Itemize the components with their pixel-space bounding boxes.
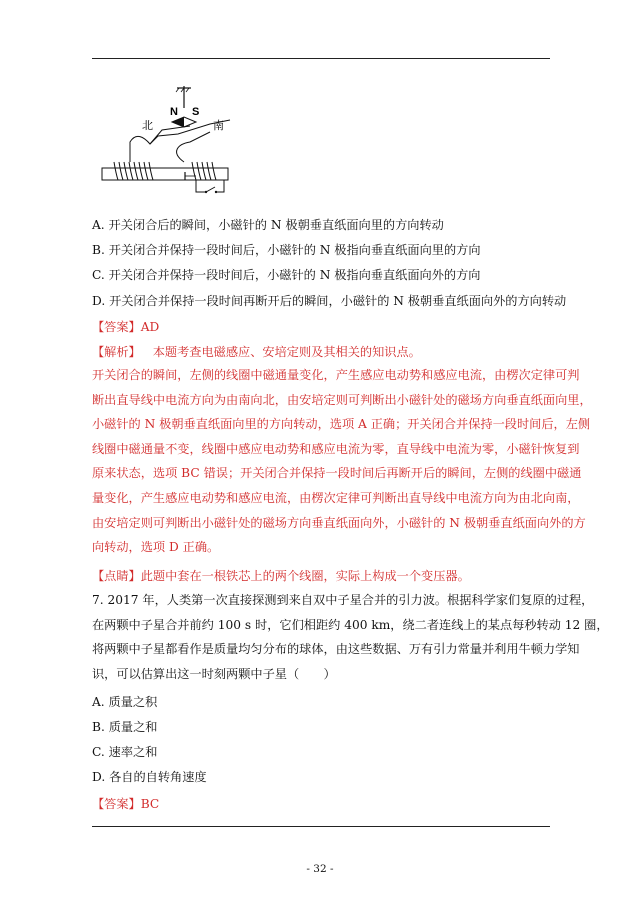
q6-option-a: A. 开关闭合后的瞬间，小磁针的 N 极朝垂直纸面向里的方向转动 (92, 218, 444, 232)
q6-answer (92, 318, 552, 336)
page-number: - 32 - (306, 863, 334, 875)
q6-option-c: C. 开关闭合并保持一段时间后，小磁针的 N 极指向垂直纸面向外的方向 (92, 268, 481, 282)
q7-option-a: A. 质量之积 (92, 695, 158, 709)
analysis-line: 线圈中磁通量不变，线圈中感应电动势和感应电流为零，直导线中电流为零，小磁针恢复到 (92, 441, 580, 456)
q6-analysis-heading (92, 343, 552, 361)
q6-option-b: B. 开关闭合并保持一段时间后，小磁针的 N 极指向垂直纸面向里的方向 (92, 243, 481, 257)
q6-analysis-body (92, 363, 592, 560)
analysis-line: 量变化，产生感应电动势和感应电流，由楞次定律可判断出直导线中电流方向为由北向南， (92, 490, 580, 505)
q7-stem-line: 在两颗中子星合并前约 100 s 时，它们相距约 400 km，绕二者连线上的某点每秒转动 12 圈， (92, 617, 609, 632)
circuit-figure (100, 82, 235, 194)
label-s: S (192, 106, 200, 118)
answer-value: AD (140, 320, 160, 334)
analysis-line: 断出直导线中电流方向为由南向北，由安培定则可判断出小磁针处的磁场方向垂直纸面向里， (92, 392, 592, 407)
q7-stem-line: 7. 2017 年，人类第一次直接探测到来自双中子星合并的引力波。根据科学家们复原的过程， (92, 593, 594, 607)
answer-value: BC (140, 797, 160, 811)
q6-option-d: D. 开关闭合并保持一段时间再断开后的瞬间，小磁针的 N 极朝垂直纸面向外的方向转动 (92, 294, 567, 308)
analysis-line: 小磁针的 N 极朝垂直纸面向里的方向转动，选项 A 正确；开关闭合并保持一段时间后，左侧 (92, 417, 591, 432)
label-south: 南 (213, 119, 224, 132)
q7-option-b: B. 质量之和 (92, 720, 158, 734)
q7-stem-line: 识，可以估算出这一时刻两颗中子星（ ） (92, 666, 336, 681)
analysis-intro: 本题考查电磁感应、安培定则及其相关的知识点。 (152, 345, 421, 359)
answer-tag: 【答案】 (92, 320, 141, 334)
header-rule (92, 58, 550, 59)
label-n: N (170, 106, 178, 118)
analysis-line: 向转动，选项 D 正确。 (92, 540, 220, 555)
q7-option-c: C. 速率之和 (92, 745, 158, 759)
q7-option-d: D. 各自的自转角速度 (92, 770, 207, 784)
answer-tag: 【答案】 (92, 797, 141, 811)
analysis-line: 由安培定则可判断出小磁针处的磁场方向垂直纸面向外，小磁针的 N 极朝垂直纸面向外的方 (92, 515, 586, 530)
note-tag: 【点睛】 (92, 569, 141, 583)
q7-stem (92, 588, 609, 686)
analysis-tag: 【解析】 (92, 345, 141, 359)
q6-note (92, 567, 552, 585)
analysis-line: 开关闭合的瞬间，左侧的线圈中磁通量变化，产生感应电动势和感应电流，由楞次定律可判 (92, 368, 580, 382)
q7-stem-line: 将两颗中子星都看作是质量均匀分布的球体，由这些数据、万有引力常量并利用牛顿力学知 (92, 642, 580, 657)
label-north: 北 (142, 119, 153, 132)
footer-rule (92, 826, 550, 827)
note-text: 此题中套在一根铁芯上的两个线圈，实际上构成一个变压器。 (140, 569, 470, 583)
q7-answer (92, 795, 552, 813)
analysis-line: 原来状态，选项 BC 错误；开关闭合并保持一段时间后再断开后的瞬间，左侧的线圈中磁通 (92, 466, 582, 481)
